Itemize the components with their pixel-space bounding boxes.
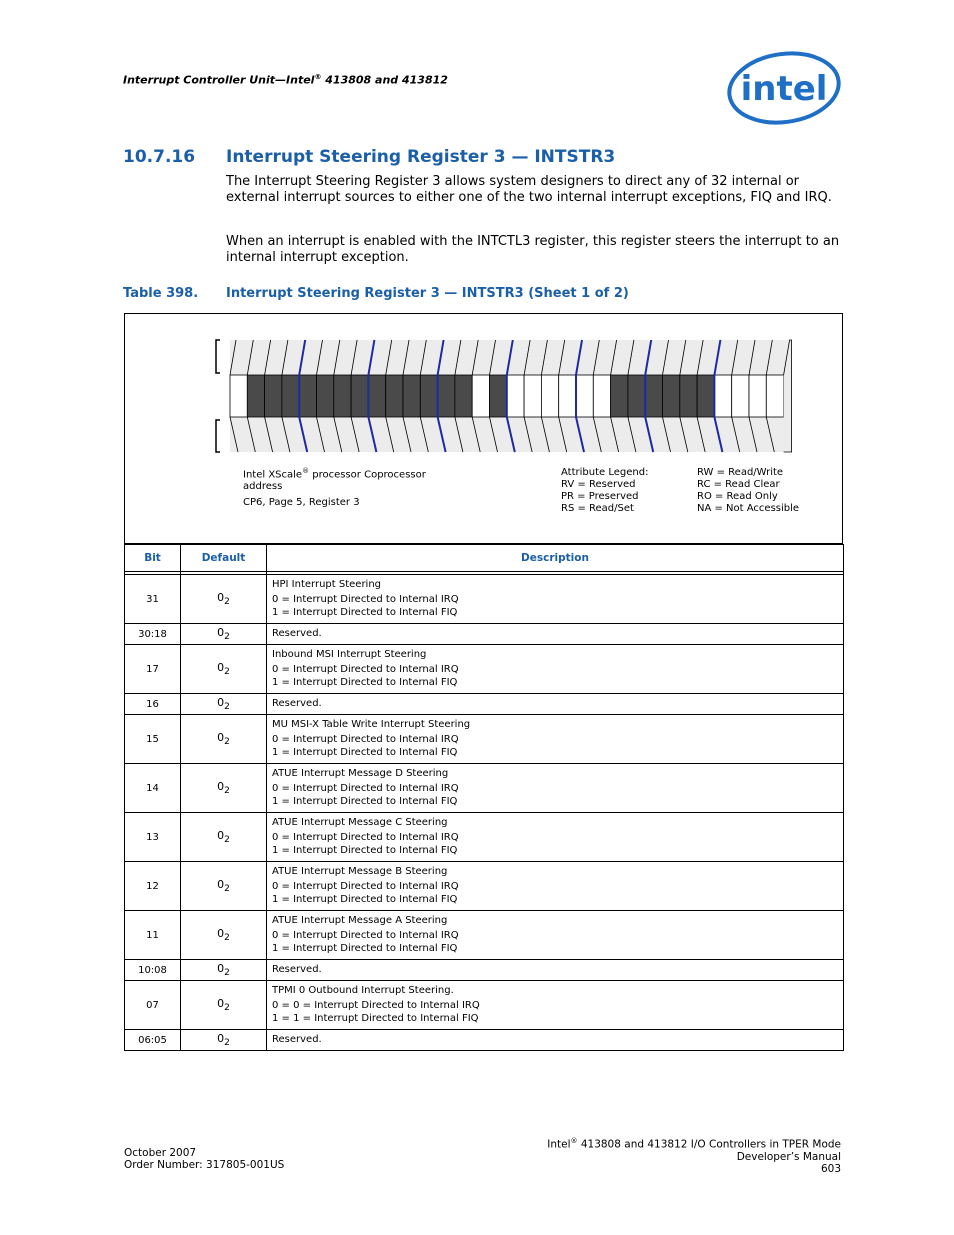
row-default-value: 0	[217, 625, 225, 639]
table-row	[125, 1030, 844, 1051]
row-default-value: 0	[217, 1031, 225, 1045]
table-title: Interrupt Steering Register 3 — INTSTR3 (Sheet 1 of 2)	[226, 286, 629, 301]
footer-page-number: 603	[820, 1162, 841, 1175]
row-default	[181, 813, 267, 862]
address-line3: CP6, Page 5, Register 3	[243, 497, 360, 509]
description-option: 1 = Interrupt Directed to Internal FIQ	[272, 676, 458, 688]
row-description	[267, 764, 844, 813]
description-title: Reserved.	[272, 1033, 322, 1045]
description-title: ATUE Interrupt Message D Steering	[272, 767, 449, 779]
row-default-radix: 2	[224, 632, 230, 643]
row-default-value: 0	[217, 590, 225, 604]
row-description	[267, 624, 844, 645]
description-option: 0 = Interrupt Directed to Internal IRQ	[272, 734, 459, 746]
row-bit: 15	[125, 715, 181, 764]
description-option: 0 = Interrupt Directed to Internal IRQ	[272, 783, 459, 795]
row-description	[267, 911, 844, 960]
bit-cell	[351, 375, 368, 417]
description-option: 0 = Interrupt Directed to Internal IRQ	[272, 664, 459, 676]
row-bit: 16	[125, 694, 181, 715]
description-title: Inbound MSI Interrupt Steering	[272, 648, 427, 660]
svg-text:intel: intel	[740, 69, 828, 109]
address-line1-pre: Intel XScale	[243, 469, 303, 481]
table-row	[125, 862, 844, 911]
row-default	[181, 981, 267, 1030]
table-row	[125, 813, 844, 862]
footer-order-number: Order Number: 317805-001US	[124, 1159, 285, 1171]
attribute-legend-left	[561, 467, 648, 515]
bit-cell	[766, 375, 783, 417]
bit-cell	[299, 375, 316, 417]
row-default-value: 0	[217, 779, 225, 793]
bit-cell	[559, 375, 576, 417]
enable-paragraph: When an interrupt is enabled with the INTCTL3 register, this register steers the interrupt to an internal interrupt exception.	[226, 234, 840, 265]
row-default	[181, 575, 267, 624]
footer-date: October 2007	[124, 1147, 197, 1159]
row-bit: 07	[125, 981, 181, 1030]
footer-doc-pre: Intel	[547, 1138, 571, 1151]
row-description	[267, 960, 844, 981]
footer-doc-post: 413808 and 413812 I/O Controllers in TPER Mode	[577, 1138, 841, 1151]
row-bit: 30:18	[125, 624, 181, 645]
intro-paragraph: The Interrupt Steering Register 3 allows system designers to direct any of 32 internal or external interrupt sources to either one of the two internal interrupt exceptions, FIQ and IRQ.	[226, 174, 832, 205]
intel-logo	[726, 50, 842, 126]
section-heading	[123, 147, 615, 167]
description-option: 0 = Interrupt Directed to Internal IRQ	[272, 594, 459, 606]
row-default	[181, 645, 267, 694]
description-title: Reserved.	[272, 963, 322, 975]
row-default	[181, 1030, 267, 1051]
description-option: 0 = Interrupt Directed to Internal IRQ	[272, 832, 459, 844]
row-bit: 17	[125, 645, 181, 694]
description-option: 0 = Interrupt Directed to Internal IRQ	[272, 881, 459, 893]
legend-title: Attribute Legend:	[561, 467, 649, 478]
row-default-value: 0	[217, 996, 225, 1010]
row-default-value: 0	[217, 695, 225, 709]
bit-cell	[541, 375, 558, 417]
bit-cell	[455, 375, 472, 417]
description-option: 0 = Interrupt Directed to Internal IRQ	[272, 930, 459, 942]
description-title: ATUE Interrupt Message B Steering	[272, 865, 448, 877]
description-option: 1 = Interrupt Directed to Internal FIQ	[272, 746, 458, 758]
attribute-legend-right	[697, 467, 799, 515]
bit-cell	[714, 375, 731, 417]
row-default	[181, 764, 267, 813]
table-row	[125, 960, 844, 981]
bracket-top	[216, 340, 220, 373]
row-default-radix: 2	[224, 786, 230, 797]
row-bit: 14	[125, 764, 181, 813]
row-default-radix: 2	[224, 737, 230, 748]
row-bit: 11	[125, 911, 181, 960]
row-default-radix: 2	[224, 1003, 230, 1014]
legend-item: RV = Reserved	[561, 479, 636, 490]
row-default	[181, 624, 267, 645]
footer-manual: Developer’s Manual	[736, 1150, 841, 1163]
description-title: Reserved.	[272, 697, 322, 709]
bit-cell	[420, 375, 437, 417]
footer-registered-mark: ®	[570, 1137, 578, 1145]
header-title-post: 413808 and 413812	[321, 73, 448, 87]
description-title: HPI Interrupt Steering	[272, 578, 382, 590]
legend-item: RO = Read Only	[697, 491, 778, 502]
row-default	[181, 911, 267, 960]
register-table	[124, 544, 844, 1051]
row-description	[267, 715, 844, 764]
bit-cell	[593, 375, 610, 417]
bit-cell	[265, 375, 282, 417]
header-default: Default	[181, 545, 267, 572]
table-row	[125, 694, 844, 715]
bit-cell	[438, 375, 455, 417]
bit-cell	[749, 375, 766, 417]
legend-item: NA = Not Accessible	[697, 503, 800, 514]
row-default-value: 0	[217, 828, 225, 842]
description-option: 1 = Interrupt Directed to Internal FIQ	[272, 942, 458, 954]
bit-cell	[697, 375, 714, 417]
row-default	[181, 715, 267, 764]
table-row	[125, 624, 844, 645]
bit-cell	[368, 375, 385, 417]
row-bit: 13	[125, 813, 181, 862]
table-row	[125, 911, 844, 960]
row-default-radix: 2	[224, 968, 230, 979]
row-default-value: 0	[217, 961, 225, 975]
row-description	[267, 694, 844, 715]
table-number: Table 398.	[123, 286, 199, 301]
bit-cell	[732, 375, 749, 417]
row-default-value: 0	[217, 730, 225, 744]
row-default-radix: 2	[224, 667, 230, 678]
legend-item: RC = Read Clear	[697, 479, 780, 490]
bit-cell	[282, 375, 299, 417]
address-line2: address	[243, 481, 283, 493]
legend-item: PR = Preserved	[561, 491, 639, 502]
running-header	[123, 73, 448, 87]
address-line1-post: processor Coprocessor	[309, 469, 426, 481]
row-default-radix: 2	[224, 597, 230, 608]
bit-cell	[403, 375, 420, 417]
description-option: 1 = Interrupt Directed to Internal FIQ	[272, 795, 458, 807]
row-description	[267, 813, 844, 862]
bit-cell	[490, 375, 507, 417]
description-option: 1 = Interrupt Directed to Internal FIQ	[272, 844, 458, 856]
bit-cell	[611, 375, 628, 417]
bracket-bottom	[216, 420, 220, 452]
section-number: 10.7.16	[123, 147, 196, 167]
bit-cell	[334, 375, 351, 417]
header-registered-mark: ®	[314, 73, 322, 81]
table-row	[125, 645, 844, 694]
bit-cell	[317, 375, 334, 417]
table-row	[125, 575, 844, 624]
row-default	[181, 862, 267, 911]
bit-cell	[628, 375, 645, 417]
bit-cell	[680, 375, 697, 417]
description-title: MU MSI-X Table Write Interrupt Steering	[272, 718, 471, 730]
description-title: Reserved.	[272, 627, 322, 639]
bit-cell	[645, 375, 662, 417]
row-default-value: 0	[217, 877, 225, 891]
description-title: ATUE Interrupt Message C Steering	[272, 816, 448, 828]
bit-cell	[576, 375, 593, 417]
address-registered-mark: ®	[302, 467, 310, 475]
row-default-radix: 2	[224, 884, 230, 895]
legend-item: RS = Read/Set	[561, 503, 634, 514]
row-bit: 10:08	[125, 960, 181, 981]
header-bit: Bit	[125, 545, 181, 572]
bit-cell	[507, 375, 524, 417]
bit-cell	[247, 375, 264, 417]
row-default	[181, 960, 267, 981]
register-bit-diagram	[210, 335, 810, 460]
legend-item: RW = Read/Write	[697, 467, 784, 478]
bit-cell	[472, 375, 489, 417]
row-description	[267, 862, 844, 911]
row-default	[181, 694, 267, 715]
header-title-pre: Interrupt Controller Unit—Intel	[123, 73, 315, 87]
table-caption	[123, 286, 629, 301]
row-default-value: 0	[217, 660, 225, 674]
table-row	[125, 981, 844, 1030]
footer-left	[124, 1147, 284, 1171]
description-option: 1 = Interrupt Directed to Internal FIQ	[272, 893, 458, 905]
description-option: 1 = Interrupt Directed to Internal FIQ	[272, 606, 458, 618]
description-title: ATUE Interrupt Message A Steering	[272, 914, 448, 926]
row-default-value: 0	[217, 926, 225, 940]
bit-cell	[230, 375, 247, 417]
table-row	[125, 715, 844, 764]
section-title: Interrupt Steering Register 3 — INTSTR3	[226, 147, 616, 167]
row-bit: 12	[125, 862, 181, 911]
bit-cell	[386, 375, 403, 417]
row-default-radix: 2	[224, 933, 230, 944]
bit-cell	[524, 375, 541, 417]
header-description: Description	[267, 545, 844, 572]
description-option: 1 = 1 = Interrupt Directed to Internal FIQ	[272, 1012, 479, 1024]
table-header-row	[125, 545, 844, 572]
row-description	[267, 981, 844, 1030]
row-default-radix: 2	[224, 835, 230, 846]
row-description	[267, 645, 844, 694]
table-row	[125, 764, 844, 813]
coprocessor-address-label	[243, 465, 426, 509]
row-bit: 06:05	[125, 1030, 181, 1051]
footer-right	[547, 1135, 841, 1175]
description-title: TPMI 0 Outbound Interrupt Steering.	[272, 984, 454, 996]
bit-cell	[663, 375, 680, 417]
description-option: 0 = 0 = Interrupt Directed to Internal IRQ	[272, 1000, 480, 1012]
row-default-radix: 2	[224, 1038, 230, 1049]
row-bit: 31	[125, 575, 181, 624]
row-description	[267, 1030, 844, 1051]
row-default-radix: 2	[224, 702, 230, 713]
row-description	[267, 575, 844, 624]
